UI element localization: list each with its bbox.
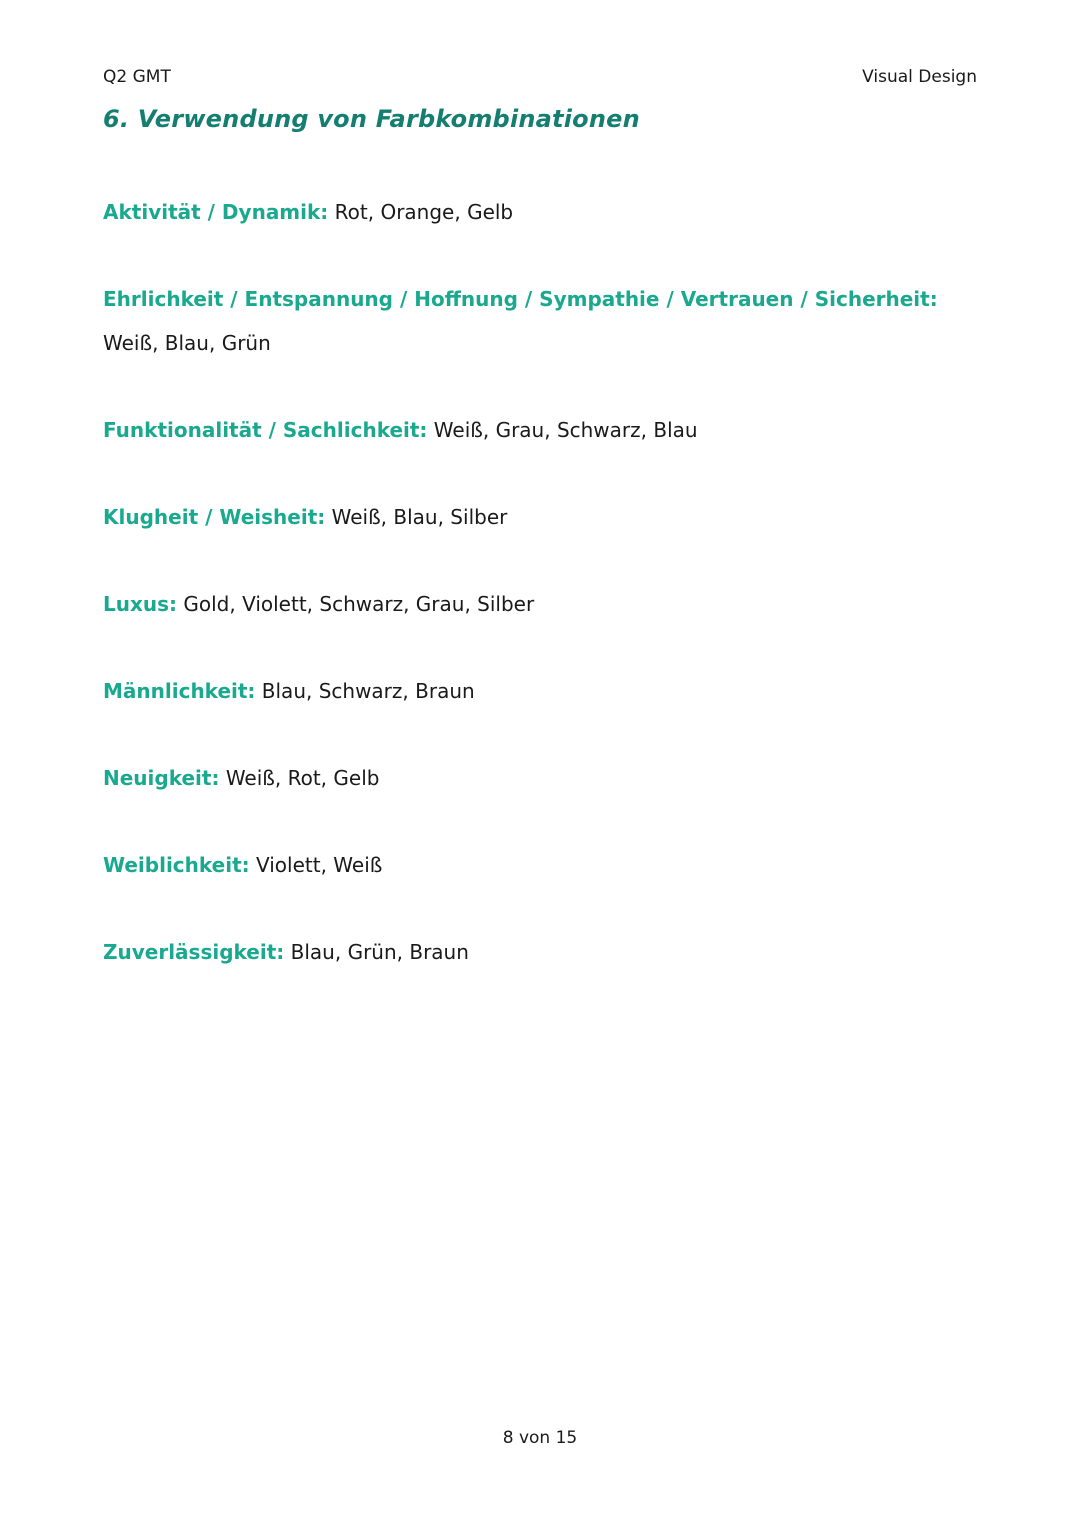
- entry-zuverlaessigkeit: [103, 930, 963, 974]
- entry-label: Zuverlässigkeit:: [103, 940, 285, 964]
- entry-values: Weiß, Blau, Silber: [331, 505, 508, 529]
- entry-neuigkeit: [103, 756, 963, 800]
- entry-label: Neuigkeit:: [103, 766, 220, 790]
- entry-maennlichkeit: [103, 669, 963, 713]
- entry-ehrlichkeit: [103, 277, 963, 365]
- section-title: 6. Verwendung von Farbkombinationen: [103, 105, 640, 133]
- entry-values: Weiß, Grau, Schwarz, Blau: [433, 418, 698, 442]
- entry-label: Ehrlichkeit / Entspannung / Hoffnung / Sympathie / Vertrauen / Sicherheit:: [103, 287, 938, 311]
- entry-funktionalitaet: [103, 408, 963, 452]
- header-subject: Visual Design: [862, 67, 977, 87]
- entry-label: Funktionalität / Sachlichkeit:: [103, 418, 428, 442]
- entry-label: Aktivität / Dynamik:: [103, 200, 329, 224]
- entry-label: Luxus:: [103, 592, 178, 616]
- entry-values: Weiß, Blau, Grün: [103, 331, 271, 355]
- entry-luxus: [103, 582, 963, 626]
- entry-values: Weiß, Rot, Gelb: [225, 766, 380, 790]
- entry-values: Blau, Schwarz, Braun: [261, 679, 475, 703]
- entry-label: Klugheit / Weisheit:: [103, 505, 326, 529]
- entry-values: Gold, Violett, Schwarz, Grau, Silber: [183, 592, 535, 616]
- entry-label: Männlichkeit:: [103, 679, 256, 703]
- header-course: Q2 GMT: [103, 67, 171, 87]
- entry-aktivitaet: [103, 190, 963, 234]
- entry-values: Violett, Weiß: [256, 853, 383, 877]
- entry-label: Weiblichkeit:: [103, 853, 250, 877]
- entry-values: Blau, Grün, Braun: [290, 940, 469, 964]
- page-number: 8 von 15: [502, 1428, 578, 1448]
- entry-klugheit: [103, 495, 963, 539]
- entry-weiblichkeit: [103, 843, 963, 887]
- entry-values: Rot, Orange, Gelb: [334, 200, 514, 224]
